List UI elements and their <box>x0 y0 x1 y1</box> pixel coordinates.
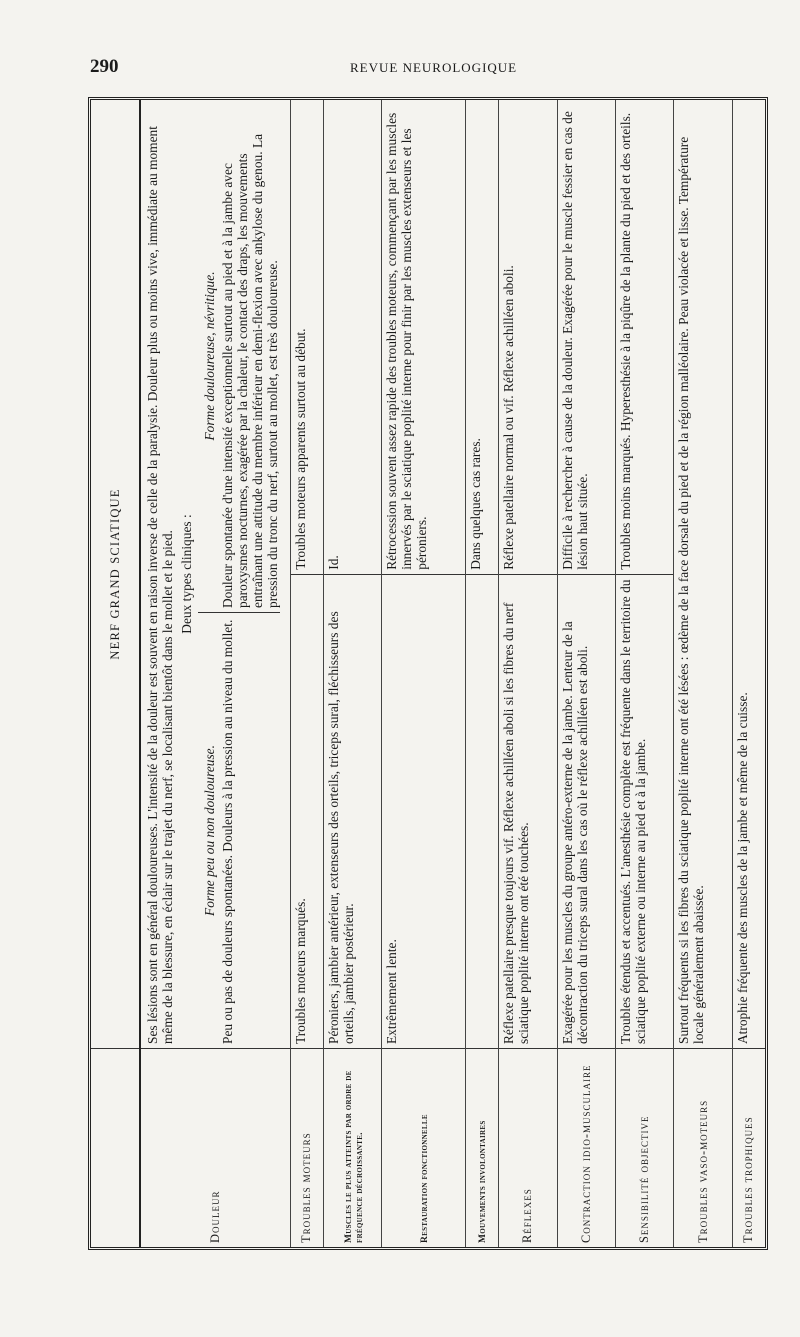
form1-title: Forme peu ou non douloureuse. <box>202 745 217 916</box>
douleur-forms <box>198 104 280 1044</box>
mouvements-col1 <box>465 574 498 1048</box>
sensibilite-col2: Troubles moins marqués. Hyperesthésie à la piqûre de la plante du pied et des orteils. <box>616 100 674 574</box>
label-douleur: Douleur <box>140 1049 290 1248</box>
row-muscles <box>323 100 381 1247</box>
row-trophiques <box>732 100 765 1247</box>
restauration-label-text: Restauration fonctionnelle <box>420 1114 431 1243</box>
douleur-intro: Ses lésions sont en général douloureuses. L'intensité de la douleur est souvent en raison inverse de celle de la paralysie. Douleur plus ou moins vive, immédiate au moment même de la blessure, en éclair sur le trajet du nerf, se localisant bientôt dans le mollet et le pied. <box>145 126 175 1044</box>
rotated-table-content <box>91 100 765 1247</box>
row-troubles-moteurs <box>290 100 323 1247</box>
row-douleur <box>140 100 290 1247</box>
trophiques-cell: Atrophie fréquente des muscles de la jambe et même de la cuisse. <box>734 692 750 1044</box>
row-vasomoteurs <box>674 100 732 1247</box>
restauration-col2: Rétrocession souvent assez rapide des troubles moteurs, commençant par les muscles innervés par le sciatique poplité interne pour finir par les muscles extenseurs et les péroniers. <box>382 100 465 574</box>
row-sensibilite <box>616 100 674 1247</box>
form2-title: Forme douloureuse, névritique. <box>202 271 217 441</box>
vasomoteurs-cell: Surtout fréquents si les fibres du sciatique poplité interne ont été lésées : œdème de la face dorsale du pied et de la région malléolaire. Peau violacée et lisse. Température locale généralement abaissée. <box>674 100 732 1049</box>
muscles-label-text: Muscles le plus atteints par ordre de fréquence décroissante. <box>343 1070 365 1243</box>
empty-corner-cell <box>91 1049 140 1248</box>
label-contraction: Contraction idio-musculaire <box>557 1049 615 1248</box>
row-restauration <box>382 100 465 1247</box>
mouvements-label-text: Mouvements involontaires <box>478 1120 489 1243</box>
label-mouvements <box>465 1049 498 1248</box>
moteurs-col2: Troubles moteurs apparents surtout au début. <box>290 100 323 574</box>
cell-douleur <box>140 100 290 1049</box>
row-mouvements <box>465 100 498 1247</box>
contraction-col2: Difficile à rechercher à cause de la douleur. Exagérée pour le muscle fessier en cas de lésion haut située. <box>557 100 615 574</box>
label-trophiques: Troubles trophiques <box>732 1049 765 1248</box>
mouvements-col2: Dans quelques cas rares. <box>465 100 498 574</box>
contraction-col1: Exagérée pour les muscles du groupe antéro-externe de la jambe. Lenteur de la décontraction du triceps sural dans les cas où le réflexe achilléen est aboli. <box>557 574 615 1048</box>
label-muscles <box>323 1049 381 1248</box>
running-title: REVUE NEUROLOGIQUE <box>350 60 518 75</box>
reflexes-col2: Réflexe patellaire normal ou vif. Réflexe achilléen aboli. <box>499 100 557 574</box>
muscles-col2: Id. <box>323 100 381 574</box>
sciatic-nerve-table <box>88 97 768 1250</box>
row-reflexes <box>499 100 557 1247</box>
label-restauration <box>382 1049 465 1248</box>
label-vasomoteurs: Troubles vaso-moteurs <box>674 1049 732 1248</box>
label-reflexes: Réflexes <box>499 1049 557 1248</box>
comparison-table <box>91 100 765 1247</box>
moteurs-col1: Troubles moteurs marqués. <box>290 574 323 1048</box>
label-sensibilite: Sensibilité objective <box>616 1049 674 1248</box>
table-title-cell <box>91 100 140 1049</box>
table-title: NERF GRAND SCIATIQUE <box>108 488 122 660</box>
douleur-types: Deux types cliniques : <box>179 514 194 634</box>
table-title-row <box>91 100 140 1247</box>
muscles-col1: Péroniers, jambier antérieur, extenseurs des orteils, triceps sural, fléchisseurs des orteils, jambier postérieur. <box>323 574 381 1048</box>
restauration-col1: Extrêmement lente. <box>382 574 465 1048</box>
form1-text: Peu ou pas de douleurs spontanées. Douleurs à la pression au niveau du mollet. <box>220 619 235 1044</box>
reflexes-col1: Réflexe patellaire presque toujours vif. Réflexe achilléen aboli si les fibres du nerf sciatique poplité interne ont été touchées. <box>499 574 557 1048</box>
label-troubles-moteurs: Troubles moteurs <box>290 1049 323 1248</box>
row-contraction <box>557 100 615 1247</box>
page-number: 290 <box>90 56 119 77</box>
sensibilite-col1: Troubles étendus et accentués. L'anesthésie complète est fréquente dans le territoire du sciatique poplité externe ou interne au pied et à la jambe. <box>616 574 674 1048</box>
form2-text: Douleur spontanée d'une intensité exceptionnelle surtout au pied et à la jambe avec paroxysmes nocturnes, exagérée par la chaleur, le contact des draps, les mouvements entraînant une attitude du membre inférieur en demi-flexion avec ankylose du genou. La pression du tronc du nerf, surtout au mollet, est très douloureuse. <box>220 133 280 608</box>
form2-block <box>198 104 280 612</box>
form1-block <box>198 612 280 1044</box>
